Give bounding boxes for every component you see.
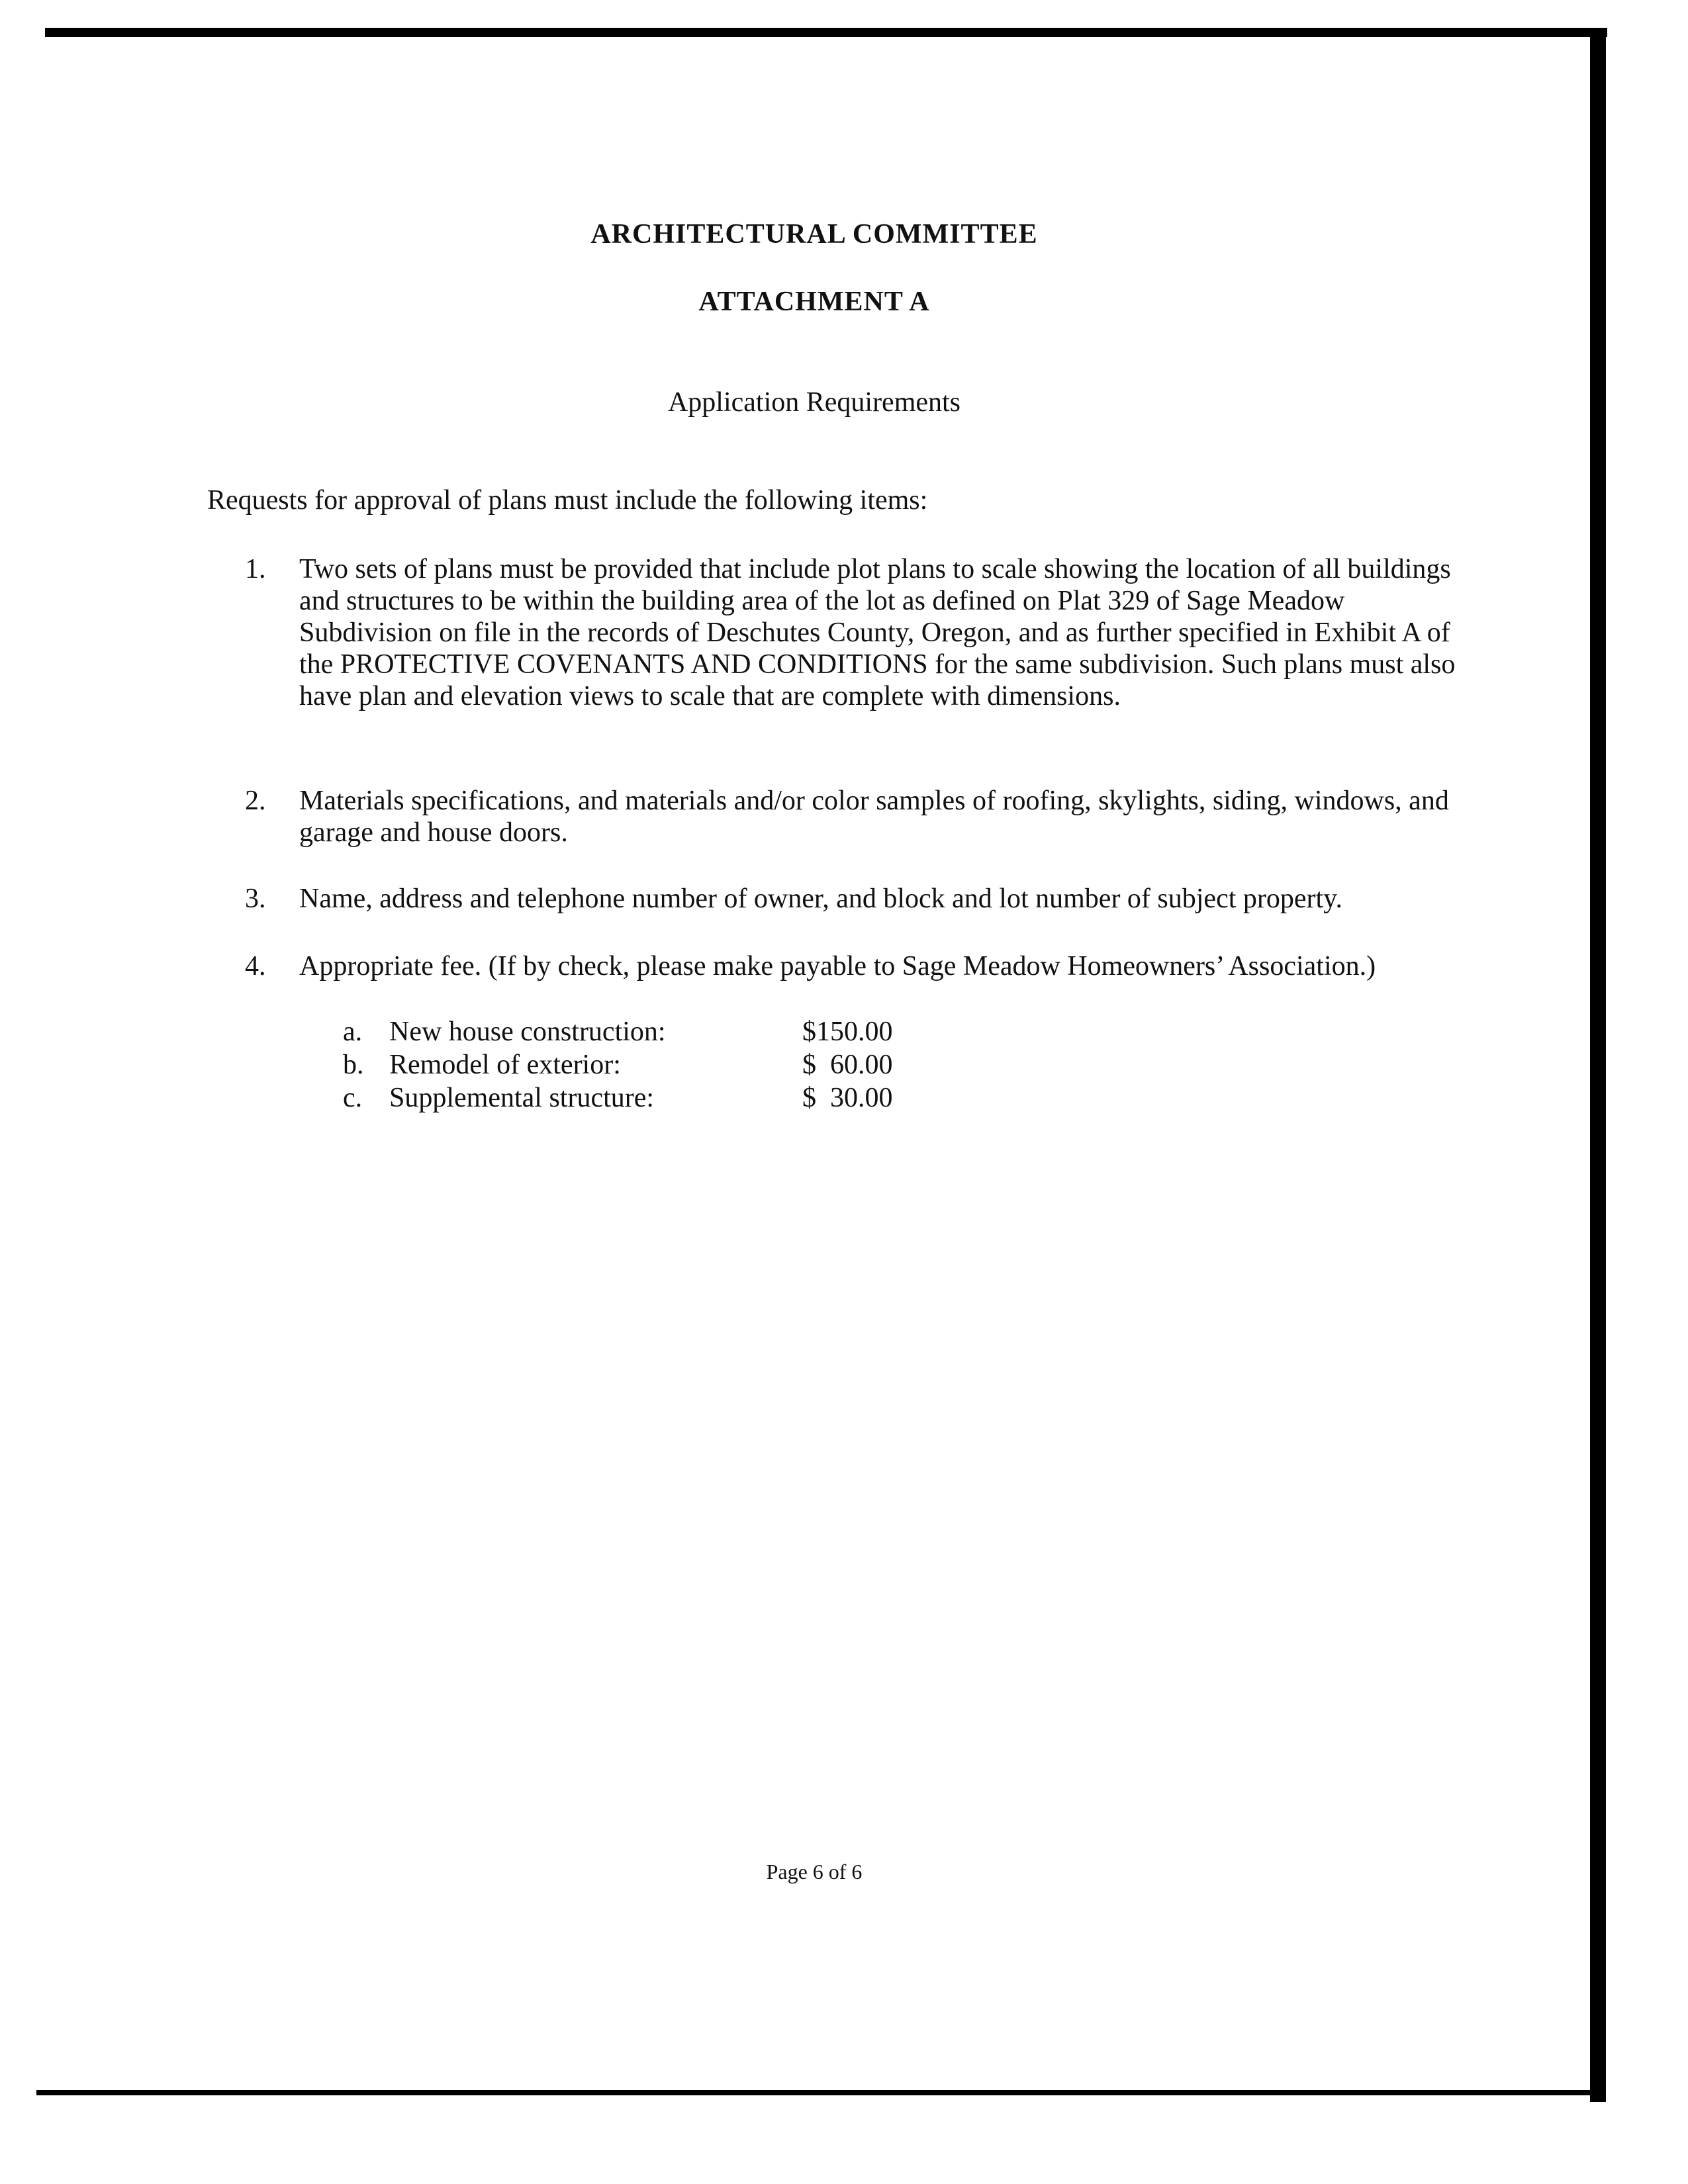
requirement-text: Materials specifications, and materials and/or color samples of roofing, skylights, siding, windows, and garage and house doors. xyxy=(299,786,1449,848)
fee-letter: a. xyxy=(343,1017,363,1047)
attachment-title: ATTACHMENT A xyxy=(698,287,930,317)
fee-amount: $ 30.00 xyxy=(802,1083,893,1113)
page-border-top xyxy=(45,28,1607,37)
page-border-bottom xyxy=(36,2090,1606,2095)
fee-letter: b. xyxy=(343,1050,364,1080)
page-number: Page 6 of 6 xyxy=(766,1860,863,1884)
intro-text: Requests for approval of plans must include the following items: xyxy=(207,485,928,516)
requirement-number: 2. xyxy=(245,786,266,816)
fee-amount: $150.00 xyxy=(802,1017,893,1047)
document-subtitle: Application Requirements xyxy=(667,387,961,418)
fee-schedule xyxy=(331,1015,927,1115)
fee-row xyxy=(331,1081,927,1115)
requirement-text: Two sets of plans must be provided that include plot plans to scale showing the location of all buildings and structures to be within the building area of the lot as defined on Plat 329 of Sage Meadow Subdivision on file in the records of Deschutes County, Oregon, and as further specified in Exhibit A of the PROTECTIVE COVENANTS AND CONDITIONS for the same subdivision. Such plans must also have plan and elevation views to scale that are complete with dimensions. xyxy=(299,554,1456,711)
requirement-number: 3. xyxy=(245,884,266,914)
fee-letter: c. xyxy=(343,1083,363,1113)
fee-label: Remodel of exterior: xyxy=(389,1050,621,1080)
document-heading: ARCHITECTURAL COMMITTEE xyxy=(590,219,1038,250)
fee-row xyxy=(331,1048,927,1081)
requirement-text: Name, address and telephone number of owner, and block and lot number of subject property. xyxy=(299,884,1342,914)
page-border-right xyxy=(1590,37,1606,2102)
fee-label: Supplemental structure: xyxy=(389,1083,655,1113)
requirement-text: Appropriate fee. (If by check, please make payable to Sage Meadow Homeowners’ Association.) xyxy=(299,951,1376,981)
requirement-number: 1. xyxy=(245,554,266,584)
fee-row xyxy=(331,1015,927,1048)
fee-amount: $ 60.00 xyxy=(802,1050,893,1080)
requirement-number: 4. xyxy=(245,951,266,981)
fee-label: New house construction: xyxy=(389,1017,666,1047)
